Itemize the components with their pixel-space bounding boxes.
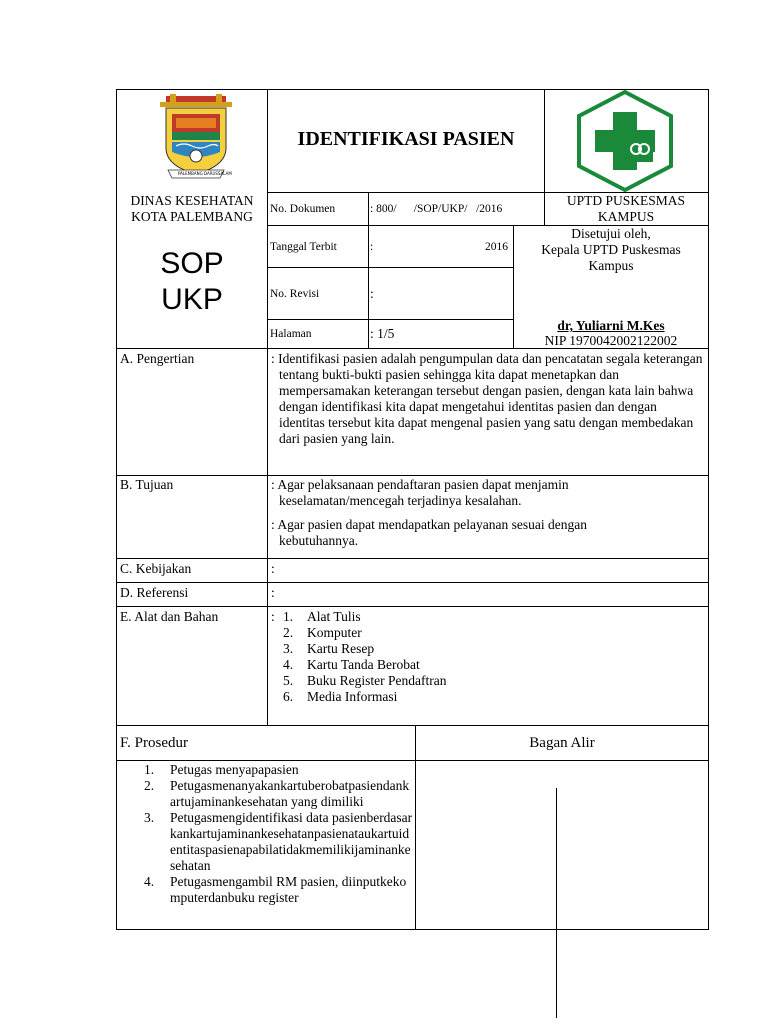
section-c-value: : <box>271 561 275 576</box>
row-line-d <box>116 606 709 607</box>
section-a-label: A. Pengertian <box>120 351 195 366</box>
col-divider-logo <box>544 89 545 225</box>
tanggal-terbit-label: Tanggal Terbit <box>270 241 337 253</box>
approval-line-1: Disetujui oleh, <box>571 226 651 241</box>
sop-line-1: SOP <box>160 247 224 280</box>
section-d-label: D. Referensi <box>120 585 189 600</box>
section-b-text-1: : Agar pelaksanaan pendaftaran pasien dapat menjamin keselamatan/mencegah terjadinya kesalahan. <box>271 477 569 508</box>
uptd-name: UPTD PUSKESMAS KAMPUS <box>566 193 686 224</box>
procedure-step-1: 1. Petugas menyapapasien <box>144 762 299 777</box>
no-revisi-label: No. Revisi <box>270 288 320 300</box>
procedure-step-4: 4. Petugasmengambil RM pasien, diinputkekomputerdanbuku register <box>144 874 407 905</box>
no-dokumen-value: : 800/ /SOP/UKP/ /2016 <box>370 203 503 215</box>
table-border-left <box>116 89 117 930</box>
table-border-bottom <box>116 929 709 930</box>
section-c-label: C. Kebijakan <box>120 561 192 576</box>
section-b-text-2: : Agar pasien dapat mendapatkan pelayanan sesuai dengan kebutuhannya. <box>271 517 588 548</box>
document-title: IDENTIFIKASI PASIEN <box>297 128 515 150</box>
puskesmas-logo <box>575 90 675 192</box>
table-border-right <box>708 89 709 930</box>
row-line-revisi <box>268 319 513 320</box>
crest-caption: PALEMBANG DARUSSALAM <box>178 171 232 176</box>
procedure-step-2: 2. Petugasmenanyakankartuberobatpasiendankartujaminankesehatan yang dimiliki <box>144 778 410 809</box>
row-line-f <box>116 760 709 761</box>
flowchart-line <box>556 788 557 1018</box>
col-divider-1 <box>267 89 268 558</box>
procedure-step-3: 3. Petugasmengidentifikasi data pasienberdasarkankartujaminankesehatanpasienataukartuidentitaspasienapabilatidakmemilikijaminankesehatan <box>144 810 413 873</box>
bagan-alir-label: Bagan Alir <box>529 735 595 751</box>
approver-name: dr, Yuliarni M.Kes <box>557 318 665 333</box>
list-item: 6. Media Informasi <box>283 689 398 704</box>
tanggal-terbit-value: 2016 <box>485 241 508 253</box>
section-f-label: F. Prosedur <box>120 735 188 751</box>
no-dokumen-label: No. Dokumen <box>270 203 336 215</box>
section-e-colon: : <box>271 609 275 624</box>
section-e-list <box>283 609 583 705</box>
row-line-tanggal <box>268 267 513 268</box>
no-revisi-value: : <box>370 286 374 301</box>
col-divider-procedure <box>415 725 416 930</box>
palembang-crest-logo <box>158 92 234 182</box>
row-line-b <box>116 558 709 559</box>
section-d-value: : <box>271 585 275 600</box>
row-line-e <box>116 725 709 726</box>
row-line-c <box>116 582 709 583</box>
list-item: 3. Kartu Resep <box>283 641 375 656</box>
col-divider-lower <box>267 558 268 725</box>
approval-block <box>514 226 708 274</box>
section-b-label: B. Tujuan <box>120 477 174 492</box>
list-item: 2. Komputer <box>283 625 362 640</box>
procedure-list <box>144 762 414 906</box>
sop-label <box>118 246 266 318</box>
halaman-label: Halaman <box>270 328 312 340</box>
list-item: 4. Kartu Tanda Berobat <box>283 657 420 672</box>
row-line-a <box>116 475 709 476</box>
list-item: 1. Alat Tulis <box>283 609 361 624</box>
agency-name: DINAS KESEHATAN KOTA PALEMBANG <box>130 193 254 224</box>
section-e-label: E. Alat dan Bahan <box>120 609 219 624</box>
col-divider-meta <box>368 192 369 348</box>
sop-line-2: UKP <box>161 283 223 316</box>
approval-line-2: Kepala UPTD Puskesmas <box>541 242 681 257</box>
tanggal-terbit-colon: : <box>370 241 374 253</box>
approver-nip: NIP 1970042002122002 <box>544 333 678 348</box>
section-a-text: : Identifikasi pasien adalah pengumpulan data dan pencatatan segala keterangan tentang bukti-bukti pasien sehingga kita dapat menetapkan dan mempersamakan keterangan tersebut dengan pasien, dengan kata lain bahwa dengan identifikasi kita dapat mengetahui identitas pasien dan dengan identitas tersebut kita dapat mengenal pasien yang satu dengan membedakan dari pasien yang lain. <box>271 351 703 446</box>
list-item: 5. Buku Register Pendaftran <box>283 673 447 688</box>
approval-line-3: Kampus <box>588 258 634 273</box>
halaman-value: : 1/5 <box>370 326 395 341</box>
